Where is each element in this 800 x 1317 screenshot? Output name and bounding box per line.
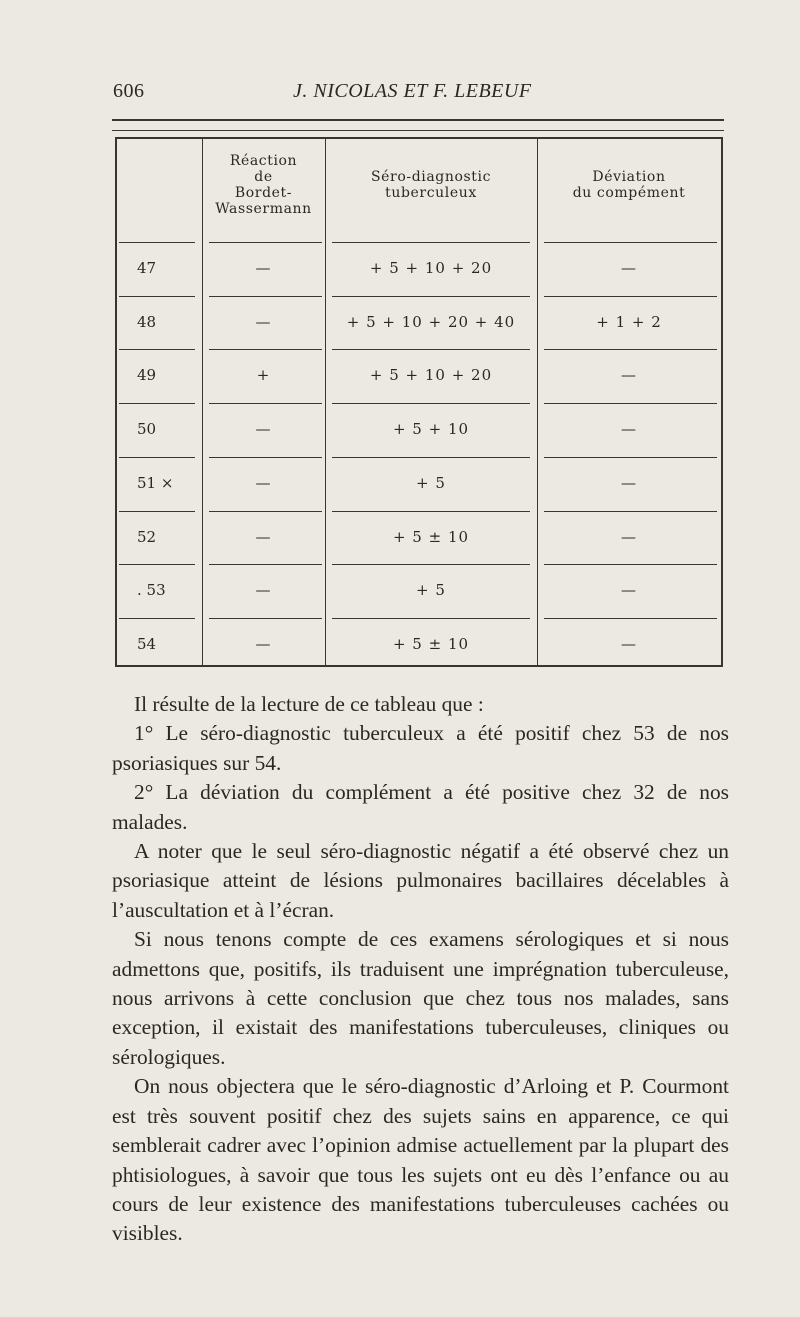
- row-rule: [544, 296, 717, 297]
- cell-deviation: —: [621, 420, 637, 439]
- cell-deviation: —: [621, 259, 637, 277]
- row-rule: [209, 457, 322, 458]
- cell-case-number: 49: [137, 366, 157, 385]
- running-title: J. NICOLAS ET F. LEBEUF: [293, 80, 532, 102]
- row-rule: [332, 403, 530, 404]
- cell-deviation: —: [621, 473, 637, 492]
- cell-bordet-wassermann: —: [255, 527, 272, 546]
- row-rule: [119, 511, 195, 512]
- row-rule: [332, 457, 530, 458]
- row-rule: [332, 511, 530, 512]
- row-rule: [209, 564, 322, 565]
- cell-deviation: —: [621, 527, 637, 546]
- row-rule: [119, 349, 195, 350]
- cell-deviation: + 1 + 2: [596, 312, 662, 331]
- row-rule: [119, 242, 195, 243]
- cell-bordet-wassermann: —: [255, 581, 272, 600]
- paragraph: Si nous tenons compte de ces examens sérologiques et si nous admettons que, positifs, ils traduisent une imprégnation tuberculeuse, nous arrivons à cette conclusion que chez tous nos malades, sans exception, il existait des manifestations tuberculeuses, cliniques ou sérologiques.: [112, 927, 729, 1069]
- row-rule: [209, 618, 322, 619]
- cell-bordet-wassermann: +: [256, 366, 271, 385]
- table-frame: [115, 137, 723, 667]
- cell-bordet-wassermann: —: [255, 312, 272, 331]
- row-rule: [332, 349, 530, 350]
- body-text: [112, 690, 729, 1249]
- cell-case-number: . 53: [137, 581, 166, 600]
- row-rule: [332, 296, 530, 297]
- row-rule: [119, 618, 195, 619]
- row-rule: [332, 618, 530, 619]
- cell-case-number: 47: [137, 259, 157, 277]
- cell-bordet-wassermann: —: [255, 473, 272, 492]
- top-rule-thin: [112, 130, 724, 131]
- cell-deviation: —: [621, 581, 637, 600]
- row-rule: [544, 457, 717, 458]
- cell-bordet-wassermann: —: [255, 420, 272, 439]
- cell-sero-diagnostic: + 5 + 10 + 20: [369, 259, 493, 277]
- row-rule: [332, 242, 530, 243]
- cell-deviation: —: [621, 366, 637, 385]
- results-table: [112, 119, 730, 679]
- row-rule: [544, 564, 717, 565]
- cell-bordet-wassermann: —: [255, 259, 272, 277]
- cell-sero-diagnostic: + 5 ± 10: [392, 634, 470, 653]
- cell-case-number: 52: [137, 527, 157, 546]
- paragraph: 1° Le séro-diagnostic tuberculeux a été positif chez 53 de nos psoriasiques sur 54.: [112, 721, 729, 775]
- header-deviation: Déviation du compément: [572, 169, 686, 201]
- row-rule: [209, 349, 322, 350]
- cell-sero-diagnostic: + 5 ± 10: [392, 527, 470, 546]
- cell-sero-diagnostic: + 5 + 10 + 20: [369, 366, 493, 385]
- row-rule: [544, 511, 717, 512]
- cell-case-number: 50: [137, 420, 157, 439]
- cell-deviation: —: [621, 634, 637, 653]
- row-rule: [209, 242, 322, 243]
- row-rule: [544, 618, 717, 619]
- paragraph: On nous objectera que le séro-diagnostic d’Arloing et P. Courmont est très souvent positif chez des sujets sains en apparence, ce qui semblerait cadrer avec l’opinion admise actuellement par la plupart des phtisiologues, à savoir que tous les sujets ont eu dès l’enfance ou au cours de leur existence des manifestations tuberculeuses cachées ou visibles.: [112, 1074, 729, 1246]
- paragraph: A noter que le seul séro-diagnostic négatif a été observé chez un psoriasique atteint de lésions pulmonaires bacillaires décelables à l’auscultation et à l’écran.: [112, 839, 729, 922]
- row-rule: [209, 403, 322, 404]
- cell-case-number: 54: [137, 634, 157, 653]
- row-rule: [119, 457, 195, 458]
- page-number: 606: [113, 80, 145, 102]
- row-rule: [119, 403, 195, 404]
- row-rule: [119, 296, 195, 297]
- cell-case-number: 51 ×: [137, 473, 174, 492]
- cell-sero-diagnostic: + 5: [416, 473, 446, 492]
- row-rule: [544, 349, 717, 350]
- row-rule: [119, 564, 195, 565]
- cell-sero-diagnostic: + 5 + 10: [392, 420, 470, 439]
- cell-sero-diagnostic: + 5: [416, 581, 446, 600]
- header-bordet-wassermann: Réaction de Bordet- Wassermann: [215, 153, 312, 217]
- cell-bordet-wassermann: —: [255, 634, 272, 653]
- top-rule: [112, 119, 724, 121]
- row-rule: [544, 403, 717, 404]
- row-rule: [332, 564, 530, 565]
- paragraph: Il résulte de la lecture de ce tableau que :: [134, 692, 484, 716]
- row-rule: [544, 242, 717, 243]
- paragraph: 2° La déviation du complément a été positive chez 32 de nos malades.: [112, 780, 729, 834]
- cell-case-number: 48: [137, 312, 157, 331]
- row-rule: [209, 511, 322, 512]
- header-sero-diagnostic: Séro-diagnostic tuberculeux: [370, 169, 492, 201]
- row-rule: [209, 296, 322, 297]
- cell-sero-diagnostic: + 5 + 10 + 20 + 40: [346, 312, 516, 331]
